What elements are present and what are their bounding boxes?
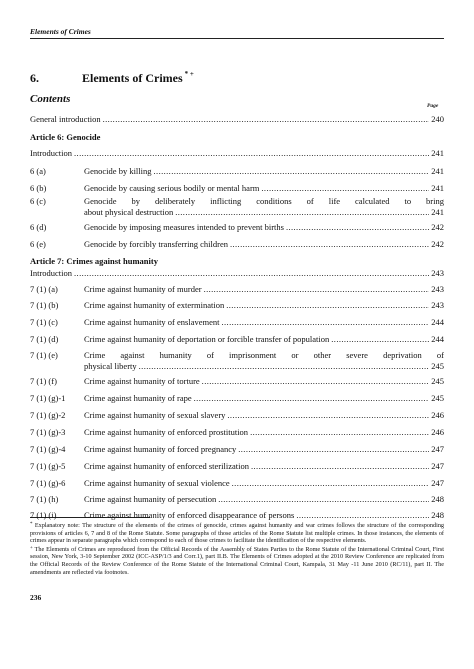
toc-entry-title: Crime against humanity of rape <box>84 393 192 403</box>
toc-entry-page: 243 <box>431 300 444 310</box>
toc-entry-number: 7 (1) (a) <box>30 284 58 294</box>
toc-entry-number: 7 (1) (e) <box>30 350 58 360</box>
toc-entry-title-line: Genocide by deliberately inflicting conditions of life calculated to bring <box>84 196 444 206</box>
page-column-label: Page <box>427 103 439 109</box>
toc-entry-page: 245 <box>431 376 444 386</box>
toc-entry-number: 6 (c) <box>30 196 46 206</box>
toc-entry-page: 241 <box>431 166 444 176</box>
footnotes <box>30 521 444 576</box>
toc-entry-title: Crime against humanity of sexual slavery <box>84 410 226 420</box>
toc-entry-title: Crime against humanity of enslavement <box>84 317 220 327</box>
toc-entry-number: 7 (1) (g)-3 <box>30 427 66 437</box>
toc-entry-title: Genocide by forcibly transferring children <box>84 239 228 249</box>
running-header: Elements of Crimes <box>30 27 91 36</box>
section-title-text: Elements of Crimes <box>82 71 183 85</box>
toc-entry-page: 243 <box>431 284 444 294</box>
toc-entry-title: about physical destruction <box>84 207 174 217</box>
toc-entry-page: 247 <box>431 461 444 471</box>
dot-leader <box>175 207 429 218</box>
dot-leader <box>331 334 429 345</box>
article-heading: Article 6: Genocide <box>30 132 101 142</box>
toc-entry-title: Crime against humanity of enforced sterilization <box>84 461 249 471</box>
toc-entry-title: Crime against humanity of murder <box>84 284 202 294</box>
toc-entry-title: Crime against humanity of persecution <box>84 494 217 504</box>
toc-entry-title: Introduction <box>30 148 73 158</box>
dot-leader <box>232 478 430 489</box>
footnote-text: The Elements of Crimes are reproduced from the Official Records of the Assembly of States Parties to the Rome Statute of the International Criminal Court, First session, New York, 3-10 September 2002 (ICC-ASP/1/3 and Corr.1), part II.B. The Elements of Crimes adopted at the 2010 Review Conference are replicated from the Official Records of the Review Conference of the Rome Statute of the International Criminal Court, Kampala, 31 May -11 June 2010 (RC/11), part II. The amendments are reflected via footnotes. <box>30 545 445 576</box>
toc-entry-number: 7 (1) (f) <box>30 376 57 386</box>
toc-entry-title: Crime against humanity of enforced disappearance of persons <box>84 510 295 520</box>
toc-entry-page: 244 <box>431 317 444 327</box>
toc-entry-number: 6 (e) <box>30 239 46 249</box>
footnote-text: Explanatory note: The structure of the elements of the crimes of genocide, crimes against humanity and war crimes follows the structure of the corresponding provisions of articles 6, 7 and 8 of the Rome Statute. Some paragraphs of those articles of the Rome Statute list multiple crimes. In those instances, the elements of crimes appear in separate paragraphs which correspond to each of those crimes to facilitate the identification of the respective elements. <box>30 522 445 545</box>
page-number: 236 <box>30 593 42 602</box>
toc-entry-title: physical liberty <box>84 361 137 371</box>
toc-entry-number: 7 (1) (b) <box>30 300 59 310</box>
footnote-marks: * + <box>184 70 194 78</box>
toc-entry-number: 7 (1) (i) <box>30 510 57 520</box>
toc-entry-number: 7 (1) (h) <box>30 494 59 504</box>
dot-leader <box>261 183 429 194</box>
toc-entry-number: 7 (1) (g)-4 <box>30 444 66 454</box>
article-heading: Article 7: Crimes against humanity <box>30 256 158 266</box>
toc-entry-number: 7 (1) (g)-2 <box>30 410 66 420</box>
dot-leader <box>202 376 430 387</box>
toc-entry-title-line: Crime against humanity of imprisonment or other severe deprivation of <box>84 350 444 360</box>
dot-leader <box>250 427 429 438</box>
toc-entry-page: 241 <box>431 148 444 158</box>
toc-entry-page: 241 <box>431 207 444 217</box>
header-rule <box>30 38 444 39</box>
toc-entry-title: Genocide by killing <box>84 166 152 176</box>
toc-entry[interactable] <box>30 114 444 125</box>
toc-entry-page: 248 <box>431 510 444 520</box>
toc-entry-page: 247 <box>431 444 444 454</box>
toc-entry-title: Crime against humanity of deportation or forcible transfer of population <box>84 334 330 344</box>
toc-entry-page: 241 <box>431 183 444 193</box>
dot-leader <box>204 284 430 295</box>
toc-entry-page: 244 <box>431 334 444 344</box>
dot-leader <box>251 461 429 472</box>
dot-leader <box>154 166 430 177</box>
dot-leader <box>74 148 429 159</box>
toc-entry-title: Crime against humanity of torture <box>84 376 200 386</box>
toc-entry-number: 6 (d) <box>30 222 47 232</box>
toc-entry-number: 7 (1) (g)-5 <box>30 461 66 471</box>
toc-entry-page: 243 <box>431 268 444 278</box>
section-title <box>30 70 194 86</box>
toc-entry-title: Crime against humanity of extermination <box>84 300 225 310</box>
dot-leader <box>226 300 429 311</box>
dot-leader <box>238 444 429 455</box>
toc-entry-page: 246 <box>431 410 444 420</box>
toc-entry-page: 242 <box>431 239 444 249</box>
dot-leader <box>103 114 430 125</box>
dot-leader <box>74 268 429 279</box>
toc-entry-page: 247 <box>431 478 444 488</box>
toc-entry-title: Crime against humanity of forced pregnancy <box>84 444 237 454</box>
footnote <box>30 521 444 545</box>
toc-entry-page: 240 <box>431 114 444 124</box>
contents-heading: Contents <box>30 93 71 105</box>
dot-leader <box>218 494 429 505</box>
footnote-mark: * <box>30 522 33 527</box>
toc-entry-number: 7 (1) (d) <box>30 334 59 344</box>
toc-entry-title: Crime against humanity of enforced prostitution <box>84 427 249 437</box>
toc-entry-number: 6 (a) <box>30 166 46 176</box>
section-number: 6. <box>30 71 39 85</box>
toc-entry-number: 7 (1) (c) <box>30 317 58 327</box>
toc-entry-title: General introduction <box>30 114 101 124</box>
toc-entry-title: Crime against humanity of sexual violence <box>84 478 230 488</box>
dot-leader <box>222 317 430 328</box>
toc-entry-page: 245 <box>431 393 444 403</box>
footnote-mark: + <box>30 545 33 551</box>
toc-entry-number: 7 (1) (g)-6 <box>30 478 66 488</box>
toc-entry-number: 6 (b) <box>30 183 47 193</box>
dot-leader <box>227 410 429 421</box>
toc-entry-title: Genocide by causing serious bodily or mental harm <box>84 183 260 193</box>
toc-entry-page: 248 <box>431 494 444 504</box>
dot-leader <box>194 393 430 404</box>
toc-entry-page: 246 <box>431 427 444 437</box>
toc-entry[interactable] <box>30 268 444 279</box>
dot-leader <box>286 222 429 233</box>
dot-leader <box>296 510 429 521</box>
toc-entry-page: 242 <box>431 222 444 232</box>
footnote <box>30 545 444 576</box>
toc-entry-title: Introduction <box>30 268 73 278</box>
dot-leader <box>139 361 430 372</box>
toc-entry-page: 245 <box>431 361 444 371</box>
toc-entry-number: 7 (1) (g)-1 <box>30 393 66 403</box>
toc-entry[interactable] <box>30 148 444 159</box>
toc-entry-title: Genocide by imposing measures intended to prevent births <box>84 222 284 232</box>
dot-leader <box>230 239 429 250</box>
